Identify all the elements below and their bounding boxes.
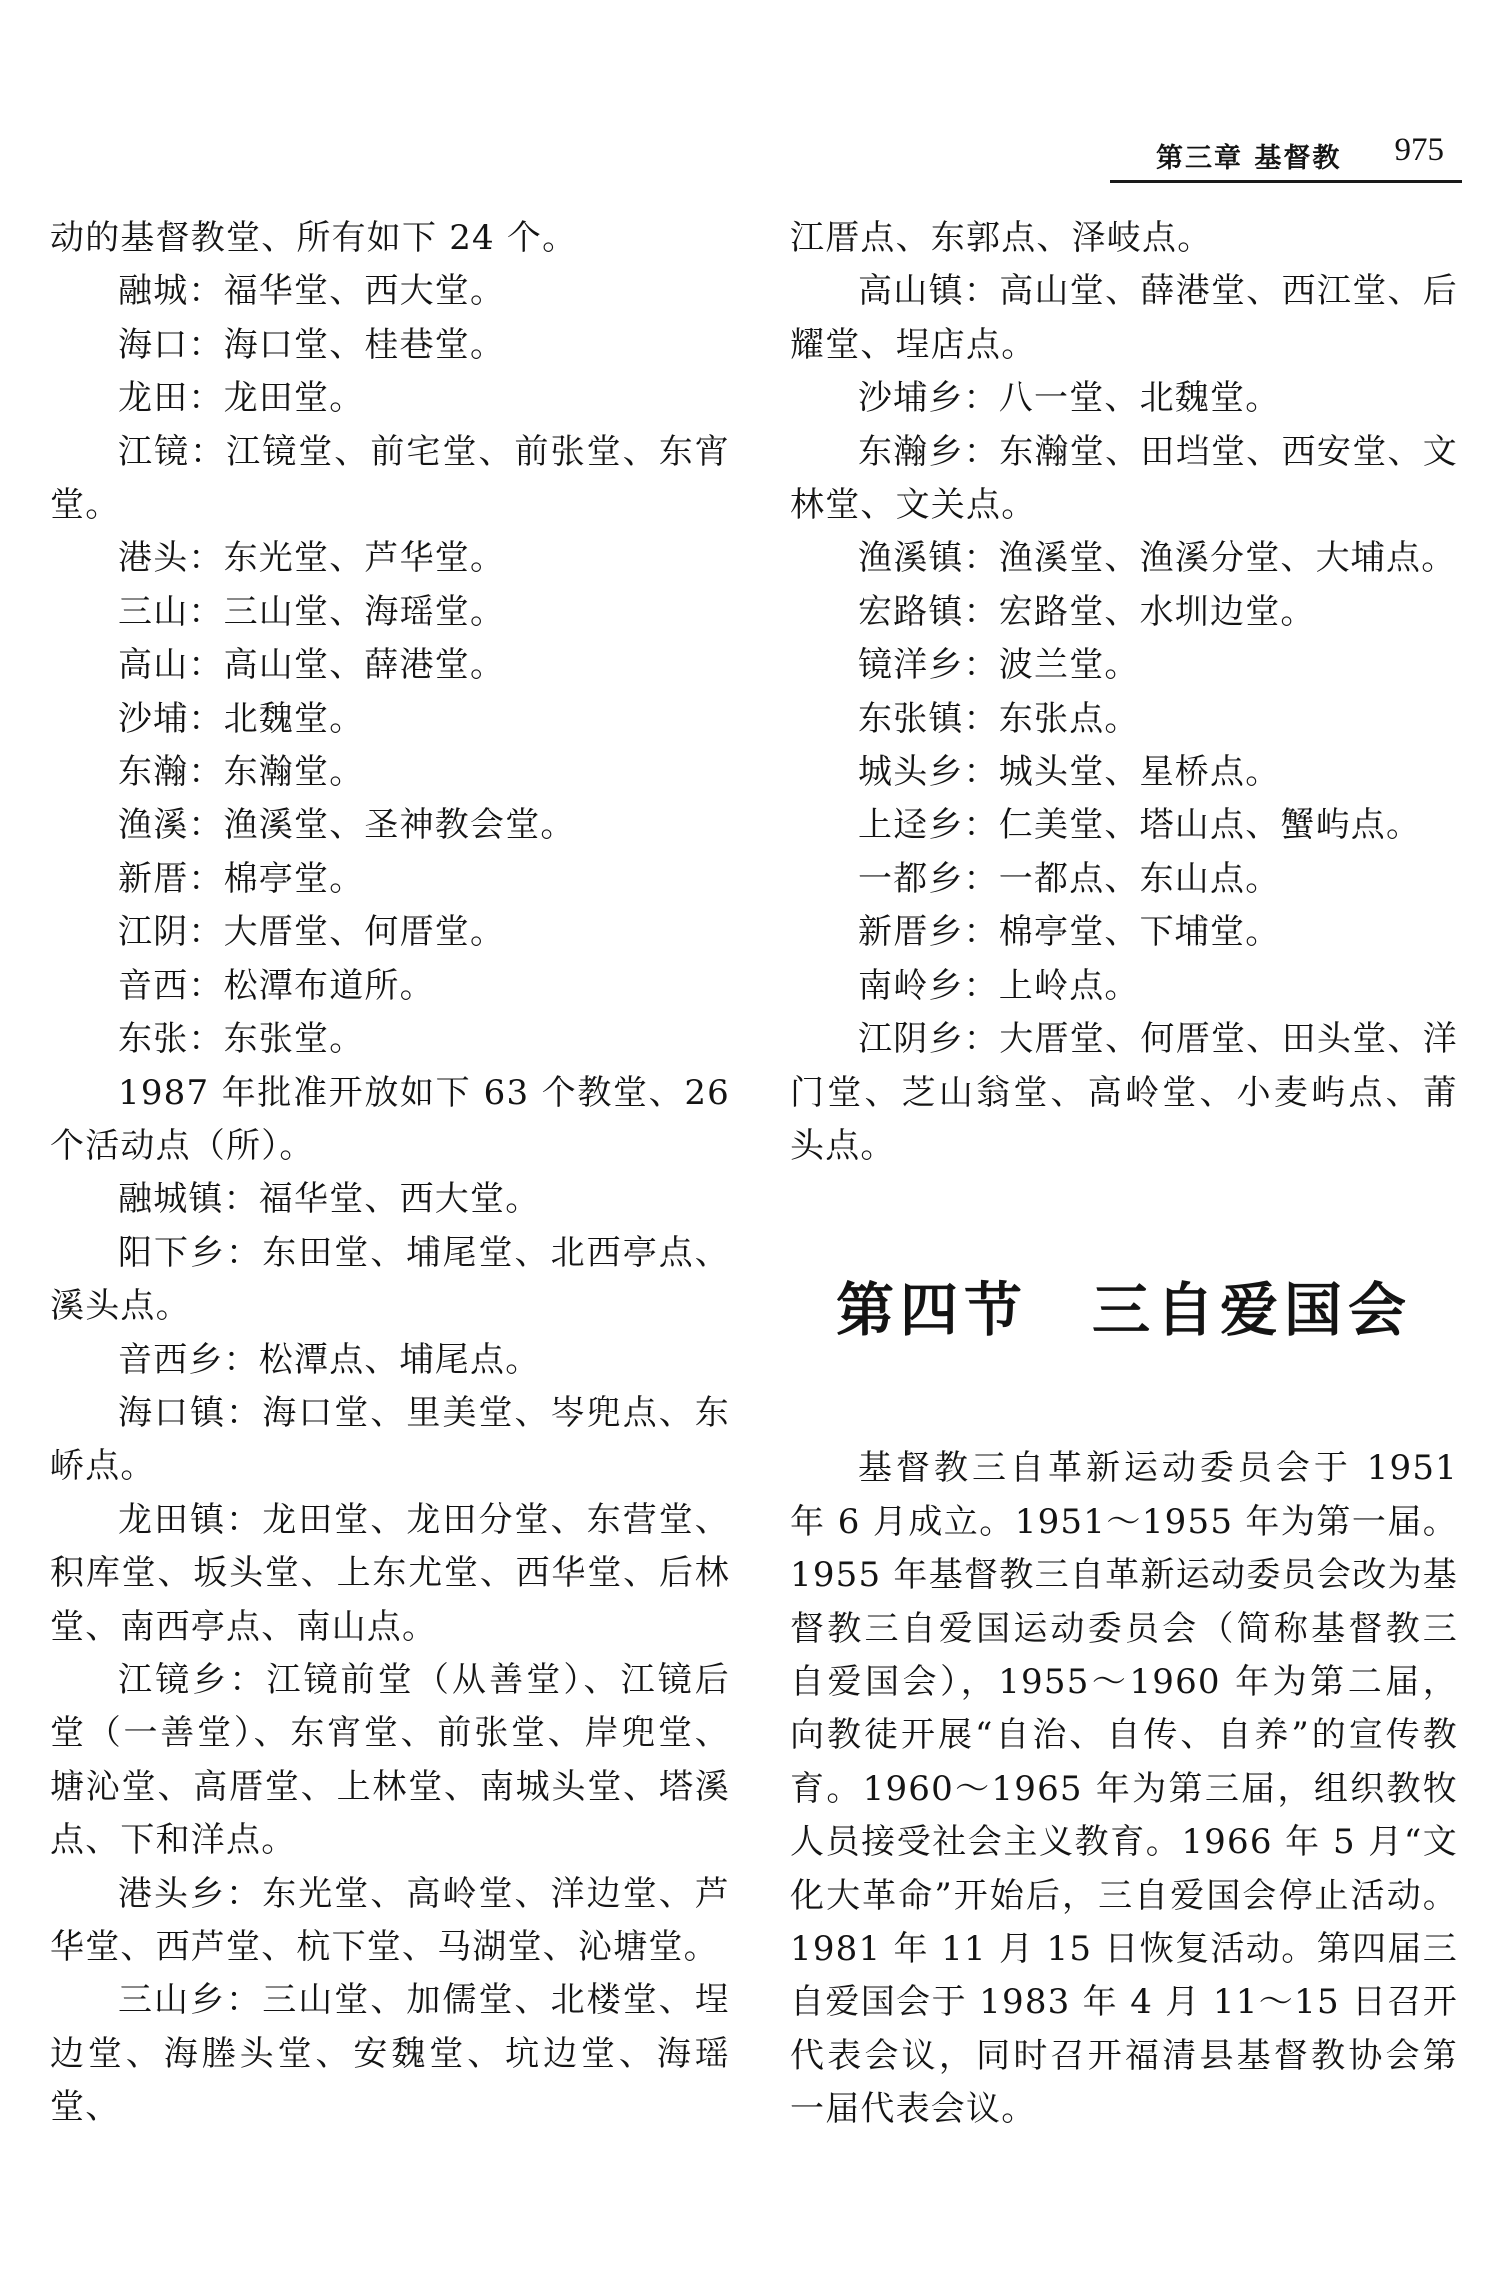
list-item: 港头乡：东光堂、高岭堂、洋边堂、芦华堂、西芦堂、杭下堂、马湖堂、沁塘堂。 <box>50 1873 730 1967</box>
list-item: 沙埔乡：八一堂、北魏堂。 <box>858 378 1281 419</box>
list-item: 音西：松潭布道所。 <box>118 965 435 1006</box>
list-item: 渔溪：渔溪堂、圣神教会堂。 <box>118 805 576 846</box>
list-item: 三山乡：三山堂、加儒堂、北楼堂、埕边堂、海塍头堂、安魏堂、坑边堂、海瑶堂、 <box>50 1980 730 2128</box>
list-item: 海口：海口堂、桂巷堂。 <box>118 324 506 365</box>
list-item: 沙埔：北魏堂。 <box>118 698 365 739</box>
list-item: 音西乡：松潭点、埔尾点。 <box>118 1339 541 1380</box>
list-item: 东瀚乡：东瀚堂、田垱堂、西安堂、文林堂、文关点。 <box>790 431 1458 526</box>
list-item: 城头乡：城头堂、星桥点。 <box>858 752 1281 793</box>
list-item: 海口镇：海口堂、里美堂、岑兜点、东峤点。 <box>50 1392 730 1487</box>
list-item: 龙田镇：龙田堂、龙田分堂、东营堂、积库堂、坂头堂、上东尤堂、西华堂、后林堂、南西亭点、南山点。 <box>50 1499 730 1647</box>
list-item: 东瀚：东瀚堂。 <box>118 752 365 793</box>
paragraph: 1987 年批准开放如下 63 个教堂、26 个活动点（所）。 <box>50 1072 730 1166</box>
list-item: 融城：福华堂、西大堂。 <box>118 271 506 312</box>
list-item: 南岭乡：上岭点。 <box>858 965 1140 1006</box>
section-heading: 第四节 三自爱国会 <box>835 1278 1412 1344</box>
list-item: 融城镇：福华堂、西大堂。 <box>118 1179 541 1220</box>
list-item: 高山镇：高山堂、薛港堂、西江堂、后耀堂、埕店点。 <box>790 271 1458 365</box>
list-item: 新厝：棉亭堂。 <box>118 858 365 899</box>
list-item: 龙田：龙田堂。 <box>118 378 365 419</box>
list-item: 新厝乡：棉亭堂、下埔堂。 <box>858 912 1281 953</box>
list-item: 东张镇：东张点。 <box>858 698 1140 739</box>
left-column <box>50 212 730 2135</box>
running-header <box>1110 128 1462 183</box>
list-item: 阳下乡：东田堂、埔尾堂、北西亭点、溪头点。 <box>50 1232 730 1327</box>
list-item: 高山：高山堂、薛港堂。 <box>118 645 506 686</box>
right-column <box>790 212 1458 2137</box>
list-item: 一都乡：一都点、东山点。 <box>858 858 1281 899</box>
list-item: 东张：东张堂。 <box>118 1019 365 1060</box>
paragraph-continuation: 动的基督教堂、所有如下 24 个。 <box>50 218 578 258</box>
list-item: 上迳乡：仁美堂、塔山点、蟹屿点。 <box>858 805 1422 846</box>
list-item: 宏路镇：宏路堂、水圳边堂。 <box>858 591 1316 632</box>
list-item: 镜洋乡：波兰堂。 <box>858 645 1140 686</box>
list-item: 江镜乡：江镜前堂（从善堂）、江镜后堂（一善堂）、东宵堂、前张堂、岸兜堂、塘沁堂、高厝堂、上林堂、南城头堂、塔溪点、下和洋点。 <box>50 1659 730 1861</box>
paragraph-continuation: 江厝点、东郭点、泽岐点。 <box>790 218 1213 258</box>
page-number: 975 <box>1394 132 1444 168</box>
list-item: 江阴乡：大厝堂、何厝堂、田头堂、洋门堂、芝山翁堂、高岭堂、小麦屿点、莆头点。 <box>790 1019 1458 1166</box>
body-paragraph: 基督教三自革新运动委员会于 1951 年 6 月成立。1951～1955 年为第一届。1955 年基督教三自革新运动委员会改为基督教三自爱国运动委员会（简称基督教三自爱国会），1955～1960 年为第二届，向教徒开展“自治、自传、自养”的宣传教育。1960～1965 年为第三届，组织教牧人员接受社会主义教育。1966 年 5 月“文化大革命”开始后，三自爱国会停止活动。1981 年 11 月 15 日恢复活动。第四届三自爱国会于 1983 年 4 月 11～15 日召开代表会议，同时召开福清县基督教协会第一届代表会议。 <box>790 1448 1458 2130</box>
list-item: 港头：东光堂、芦华堂。 <box>118 538 506 579</box>
list-item: 江阴：大厝堂、何厝堂。 <box>118 912 506 953</box>
chapter-title: 第三章 基督教 <box>1156 143 1342 174</box>
list-item: 三山：三山堂、海瑶堂。 <box>118 591 506 632</box>
list-item: 江镜：江镜堂、前宅堂、前张堂、东宵堂。 <box>50 431 730 526</box>
list-item: 渔溪镇：渔溪堂、渔溪分堂、大埔点。 <box>858 538 1457 579</box>
